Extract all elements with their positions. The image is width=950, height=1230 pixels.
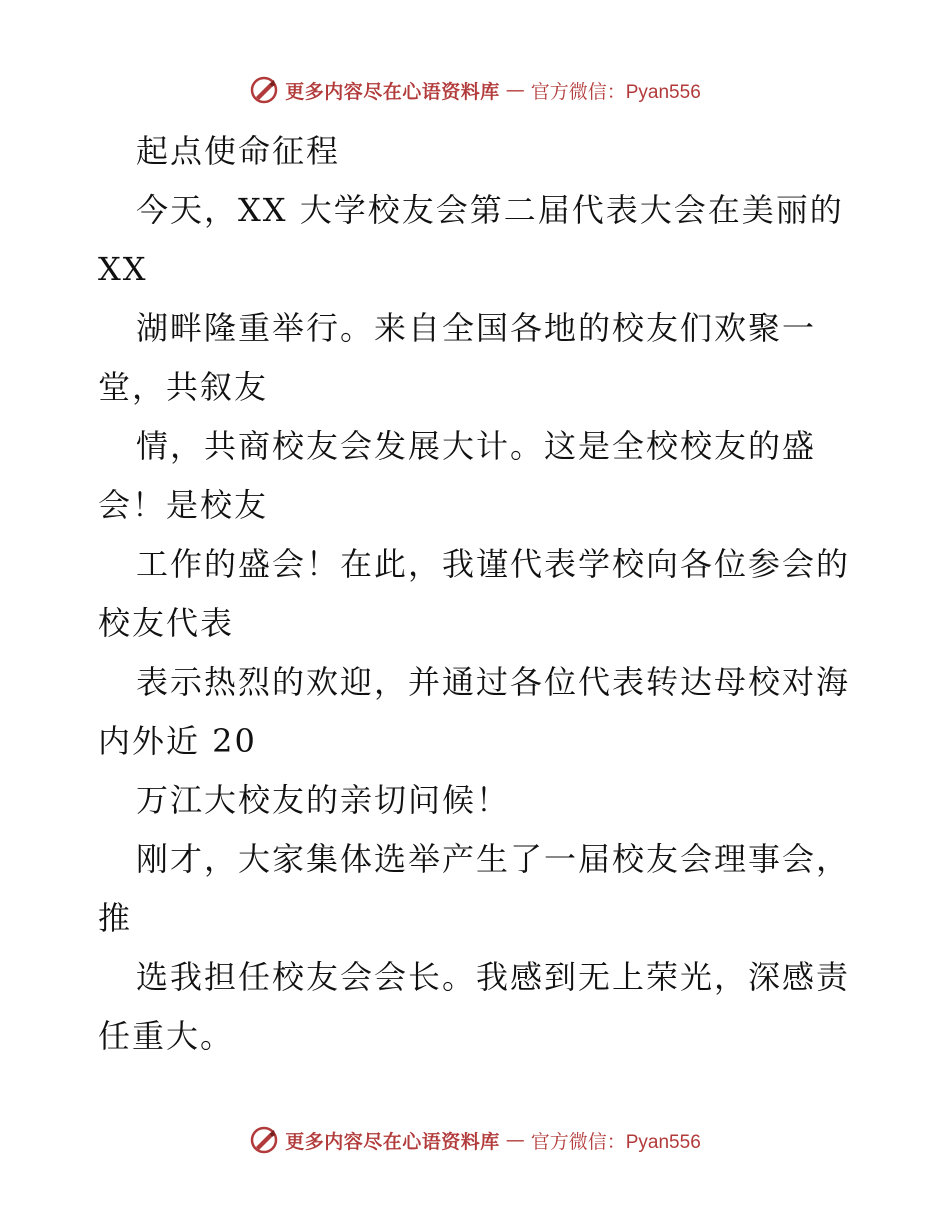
paragraph-line: 堂，共叙友: [98, 368, 269, 406]
paragraph-line: 表示热烈的欢迎，并通过各位代表转达母校对海: [136, 663, 851, 701]
paragraph-line: 情，共商校友会发展大计。这是全校校友的盛: [136, 427, 817, 465]
pen-nib-logo-icon: [249, 75, 279, 105]
banner-text: 更多内容尽在心语资料库: [285, 80, 500, 103]
paragraph-line: 校友代表: [98, 604, 235, 642]
banner-account: 官方微信：Pyan556: [530, 1131, 701, 1153]
document-title: 起点使命征程: [136, 132, 341, 170]
paragraph-line: 推: [98, 899, 133, 937]
paragraph-line: 今天，XX 大学校友会第二届代表大会在美丽的: [136, 191, 844, 229]
paragraph-line: 内外近 20: [98, 722, 257, 760]
paragraph-line: 任重大。: [98, 1017, 235, 1055]
paragraph-line: XX: [98, 250, 148, 288]
banner-account: 官方微信：Pyan556: [530, 81, 701, 103]
paragraph-line: 工作的盛会！在此，我谨代表学校向各位参会的: [136, 545, 851, 583]
document-body: [98, 122, 858, 1066]
header-banner: [0, 70, 950, 110]
paragraph-line: 选我担任校友会会长。我感到无上荣光，深感责: [136, 958, 851, 996]
paragraph-line: 会！是校友: [98, 486, 269, 524]
paragraph-line: 湖畔隆重举行。来自全国各地的校友们欢聚一: [136, 309, 817, 347]
banner-dash: —: [505, 79, 525, 101]
banner-dash: —: [505, 1129, 525, 1151]
pen-nib-logo-icon: [249, 1125, 279, 1155]
paragraph-line: 刚才，大家集体选举产生了一届校友会理事会，: [136, 840, 851, 878]
paragraph-line: 万江大校友的亲切问候！: [136, 781, 511, 819]
banner-text: 更多内容尽在心语资料库: [285, 1130, 500, 1153]
footer-banner: [0, 1120, 950, 1160]
